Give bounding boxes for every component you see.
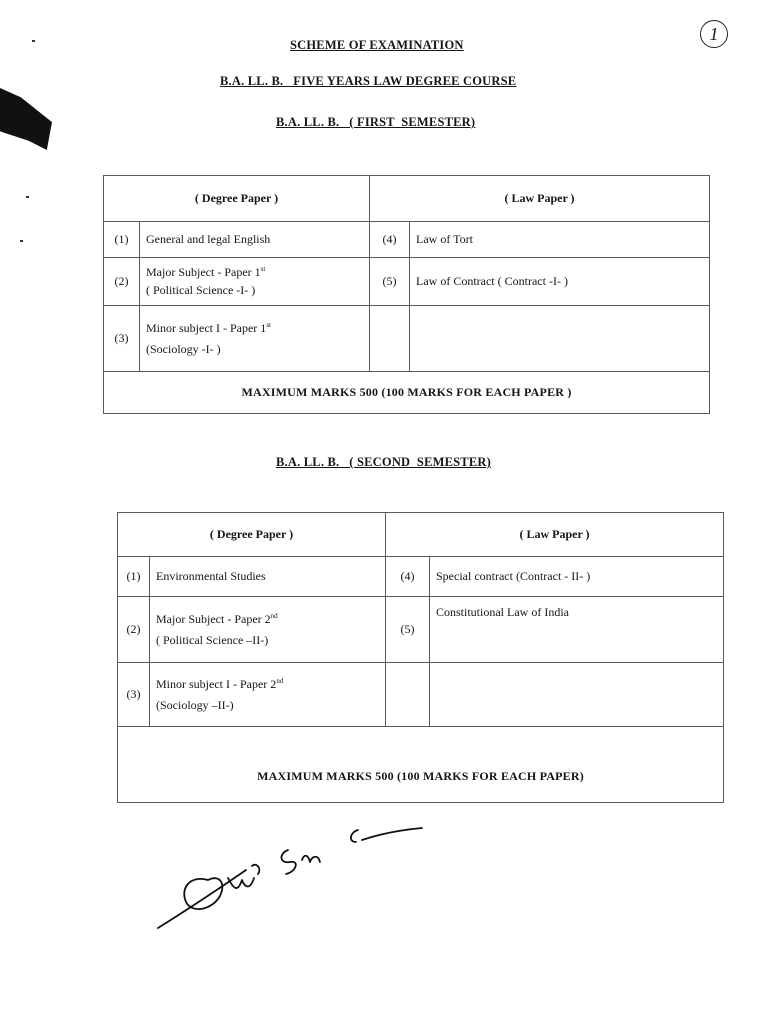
second-semester-table	[117, 512, 724, 803]
law-paper-name: Special contract (Contract - II- )	[430, 557, 724, 597]
paper-number: (2)	[104, 258, 140, 306]
paper-number: (2)	[118, 597, 150, 663]
semester-heading-first: B.A. LL. B. ( FIRST SEMESTER)	[276, 115, 476, 129]
scan-dot	[32, 40, 35, 42]
degree-paper-name	[150, 557, 386, 597]
page-title: SCHEME OF EXAMINATION	[290, 38, 464, 52]
first-semester-table	[103, 175, 710, 414]
law-paper-name: Law of Contract ( Contract -I- )	[410, 258, 710, 306]
ordinal-suffix: nd	[276, 676, 284, 685]
law-paper-header: ( Law Paper )	[386, 513, 724, 557]
scan-dot	[26, 196, 29, 198]
paper-number: (5)	[386, 597, 430, 663]
empty-cell	[386, 663, 430, 727]
page-number: 1	[700, 20, 728, 48]
empty-cell	[430, 663, 724, 727]
paper-number: (1)	[104, 222, 140, 258]
degree-paper-name	[140, 258, 370, 306]
degree-paper-name	[140, 222, 370, 258]
paper-title: Minor subject I - Paper 1	[146, 320, 267, 335]
degree-paper-name	[140, 306, 370, 372]
course-title: B.A. LL. B. FIVE YEARS LAW DEGREE COURSE	[220, 74, 517, 88]
law-paper-header: ( Law Paper )	[370, 176, 710, 222]
paper-title: Major Subject - Paper 2	[156, 611, 271, 626]
scan-dot	[20, 240, 23, 242]
paper-title: General and legal English	[146, 232, 271, 246]
max-marks: MAXIMUM MARKS 500 (100 MARKS FOR EACH PAPER)	[118, 727, 724, 803]
paper-number: (4)	[386, 557, 430, 597]
paper-subject: ( Political Science -I- )	[146, 283, 256, 297]
paper-subject: (Sociology –II-)	[156, 697, 234, 712]
law-paper-name: Law of Tort	[410, 222, 710, 258]
degree-paper-name	[150, 663, 386, 727]
semester-heading-second: B.A. LL. B. ( SECOND SEMESTER)	[276, 455, 491, 469]
degree-paper-name	[150, 597, 386, 663]
empty-cell	[370, 306, 410, 372]
paper-title: Environmental Studies	[156, 569, 266, 583]
degree-paper-header: ( Degree Paper )	[104, 176, 370, 222]
scan-blot	[0, 88, 52, 150]
paper-subject: ( Political Science –II-)	[156, 632, 269, 647]
law-paper-name: Constitutional Law of India	[430, 597, 724, 663]
paper-number: (1)	[118, 557, 150, 597]
ordinal-suffix: st	[260, 265, 266, 273]
degree-paper-header: ( Degree Paper )	[118, 513, 386, 557]
paper-title: Major Subject - Paper 1	[146, 265, 261, 279]
paper-number: (5)	[370, 258, 410, 306]
ordinal-suffix: nd	[270, 611, 278, 620]
max-marks: MAXIMUM MARKS 500 (100 MARKS FOR EACH PAPER )	[104, 372, 710, 414]
handwritten-signature	[150, 820, 430, 940]
paper-number: (3)	[104, 306, 140, 372]
paper-subject: (Sociology -I- )	[146, 341, 221, 356]
paper-title: Minor subject I - Paper 2	[156, 676, 277, 691]
paper-number: (4)	[370, 222, 410, 258]
paper-number: (3)	[118, 663, 150, 727]
empty-cell	[410, 306, 710, 372]
ordinal-suffix: st	[266, 320, 271, 329]
